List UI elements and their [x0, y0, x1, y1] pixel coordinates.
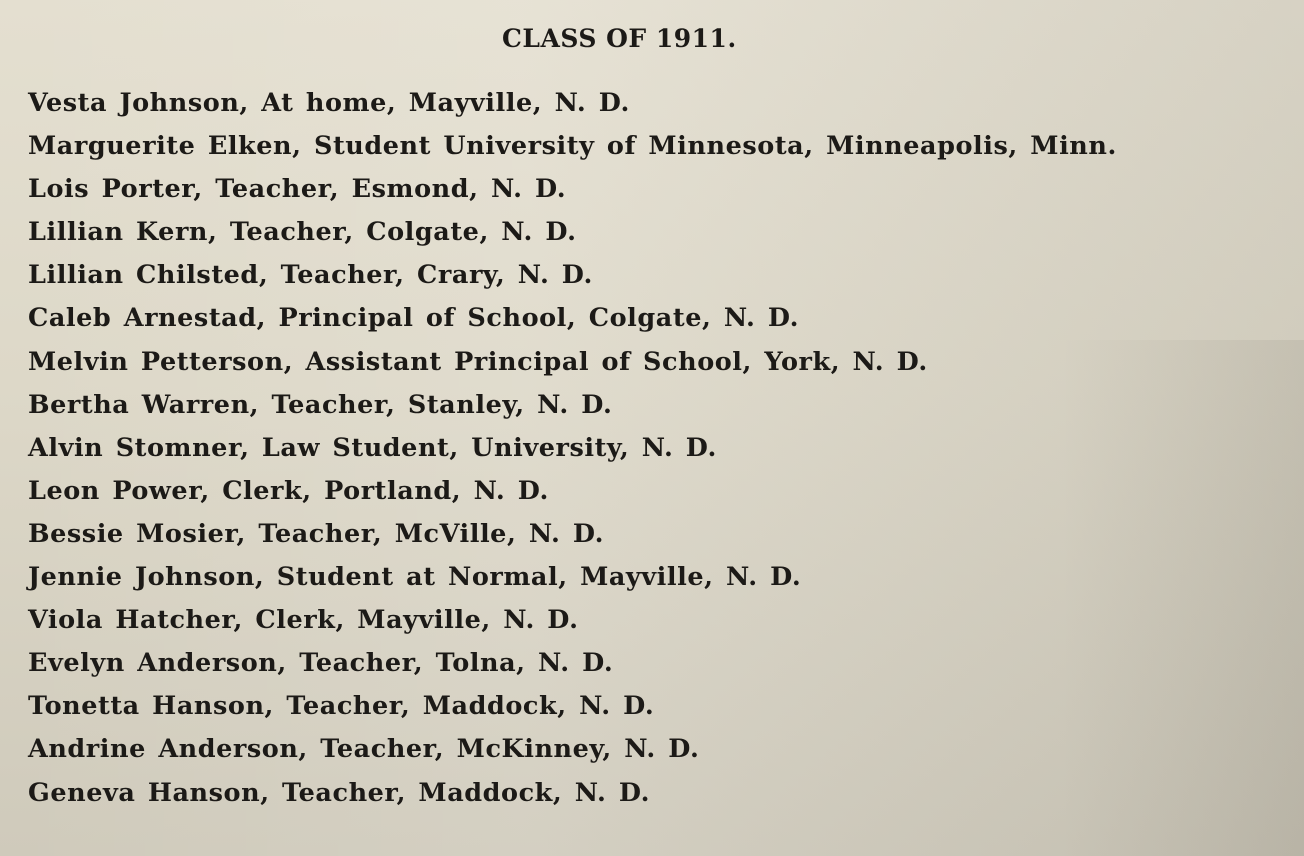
section-heading: CLASS OF 1911.	[502, 24, 737, 53]
list-item: Marguerite Elken, Student University of Minnesota, Minneapolis, Minn.	[28, 131, 1117, 162]
list-item: Bessie Mosier, Teacher, McVille, N. D.	[28, 518, 605, 549]
list-item: Leon Power, Clerk, Portland, N. D.	[28, 475, 549, 506]
list-item: Viola Hatcher, Clerk, Mayville, N. D.	[28, 605, 579, 636]
list-item: Caleb Arnestad, Principal of School, Colgate, N. D.	[28, 303, 800, 334]
list-item: Melvin Petterson, Assistant Principal of School, York, N. D.	[28, 346, 928, 377]
list-item: Lillian Chilsted, Teacher, Crary, N. D.	[28, 260, 593, 291]
list-item: Bertha Warren, Teacher, Stanley, N. D.	[28, 389, 613, 420]
graduate-list	[28, 82, 1117, 815]
list-item: Vesta Johnson, At home, Mayville, N. D.	[28, 88, 630, 118]
list-item: Lillian Kern, Teacher, Colgate, N. D.	[28, 217, 577, 248]
list-item: Tonetta Hanson, Teacher, Maddock, N. D.	[28, 691, 655, 722]
list-item: Evelyn Anderson, Teacher, Tolna, N. D.	[28, 648, 614, 679]
list-item: Jennie Johnson, Student at Normal, Mayville, N. D.	[28, 562, 802, 593]
list-item: Andrine Anderson, Teacher, McKinney, N. D.	[28, 734, 700, 765]
list-item: Lois Porter, Teacher, Esmond, N. D.	[28, 174, 567, 205]
list-item: Alvin Stomner, Law Student, University, N. D.	[28, 432, 717, 463]
list-item: Geneva Hanson, Teacher, Maddock, N. D.	[28, 777, 651, 808]
